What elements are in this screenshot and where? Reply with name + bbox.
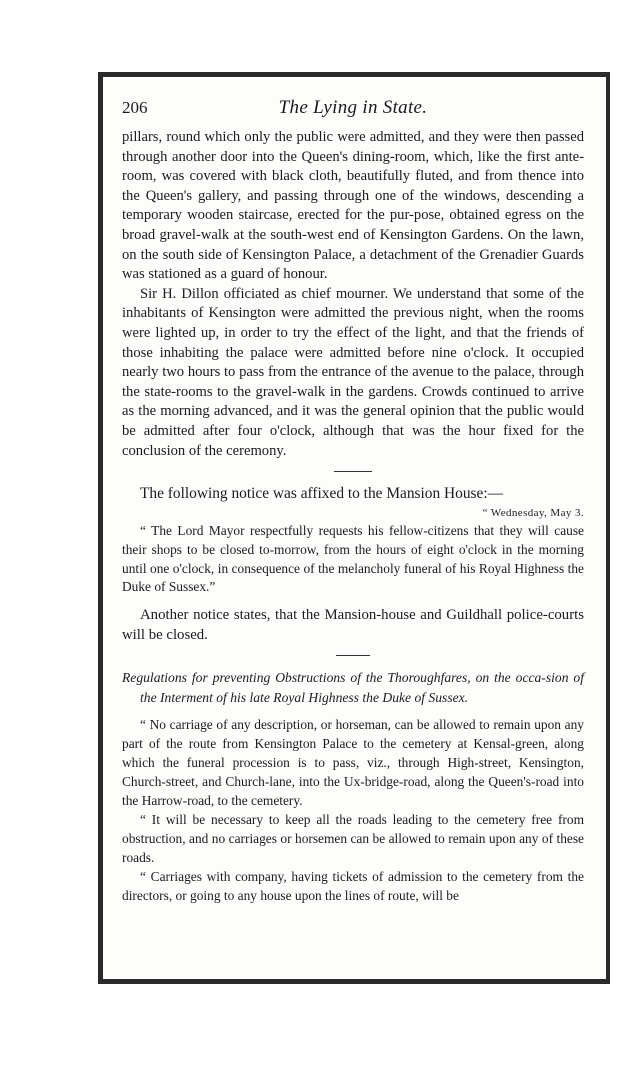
notice-dateline: “ Wednesday, May 3. — [482, 507, 584, 520]
section-divider — [336, 655, 370, 656]
page-header — [122, 98, 584, 128]
body-paragraph: pillars, round which only the public were admitted, and they were then passed through another door into the Queen's dining-room, which, like the first ante-room, was covered with black cloth, beautifully fluted, and from thence into the Queen's gallery, and passing through one of the windows, descending a temporary wooden staircase, erected for the pur-pose, obtained egress on the broad gravel-walk at the south-west end of Kensington Gardens. On the lawn, on the south side of Kensington Palace, a detachment of the Grenadier Guards was stationed as a guard of honour. — [122, 129, 584, 283]
page-number: 206 — [122, 98, 148, 117]
regulations-body — [122, 715, 584, 905]
notice-lead: The following notice was affixed to the Mansion House:— — [140, 485, 504, 503]
running-head: The Lying in State. — [278, 97, 428, 118]
regulation-paragraph: “ Carriages with company, having tickets of admission to the cemetery from the directors, or going to any house upon the lines of route, will be — [122, 869, 584, 904]
notice-text: “ The Lord Mayor respectfully requests his fellow-citizens that they will cause their shops to be closed to-morrow, from the hours of eight o'clock in the morning until one o'clock, in consequence of the melancholy funeral of his Royal Highness the Duke of Sussex.” — [122, 523, 584, 595]
section-divider — [334, 471, 372, 472]
regulation-paragraph: “ No carriage of any description, or horseman, can be allowed to remain upon any part of the route from Kensington Palace to the cemetery at Kensal-green, along which the funeral procession is to pass, viz., through High-street, Kensington, Church-street, and Church-lane, into the Ux-bridge-road, along the Queen's-road into the Harrow-road, to the cemetery. — [122, 717, 584, 809]
body-paragraph: Sir H. Dillon officiated as chief mourner. We understand that some of the inhabitants of Kensington were admitted the previous night, when the rooms were lighted up, in order to try the effect of the light, and that the friends of those inhabiting the palace were admitted before nine o'clock. It occupied nearly two hours to pass from the entrance of the avenue to the palace, through the state-rooms to the gravel-walk in the gardens. Crowds continued to arrive as the morning advanced, and it was the general opinion that the public would be admitted after four o'clock, although that was the hour fixed for the conclusion of the ceremony. — [122, 285, 584, 459]
regulation-paragraph: “ It will be necessary to keep all the roads leading to the cemetery free from obstruction, and no carriages or horsemen can be allowed to remain upon any of these roads. — [122, 812, 584, 866]
page-content — [122, 98, 584, 905]
another-notice: Another notice states, that the Mansion-house and Guildhall police-courts will be closed. — [122, 607, 584, 644]
regulations-heading: Regulations for preventing Obstructions of the Thoroughfares, on the occa-sion of the Interment of his late Royal Highness the Duke of Sussex. — [122, 670, 584, 705]
